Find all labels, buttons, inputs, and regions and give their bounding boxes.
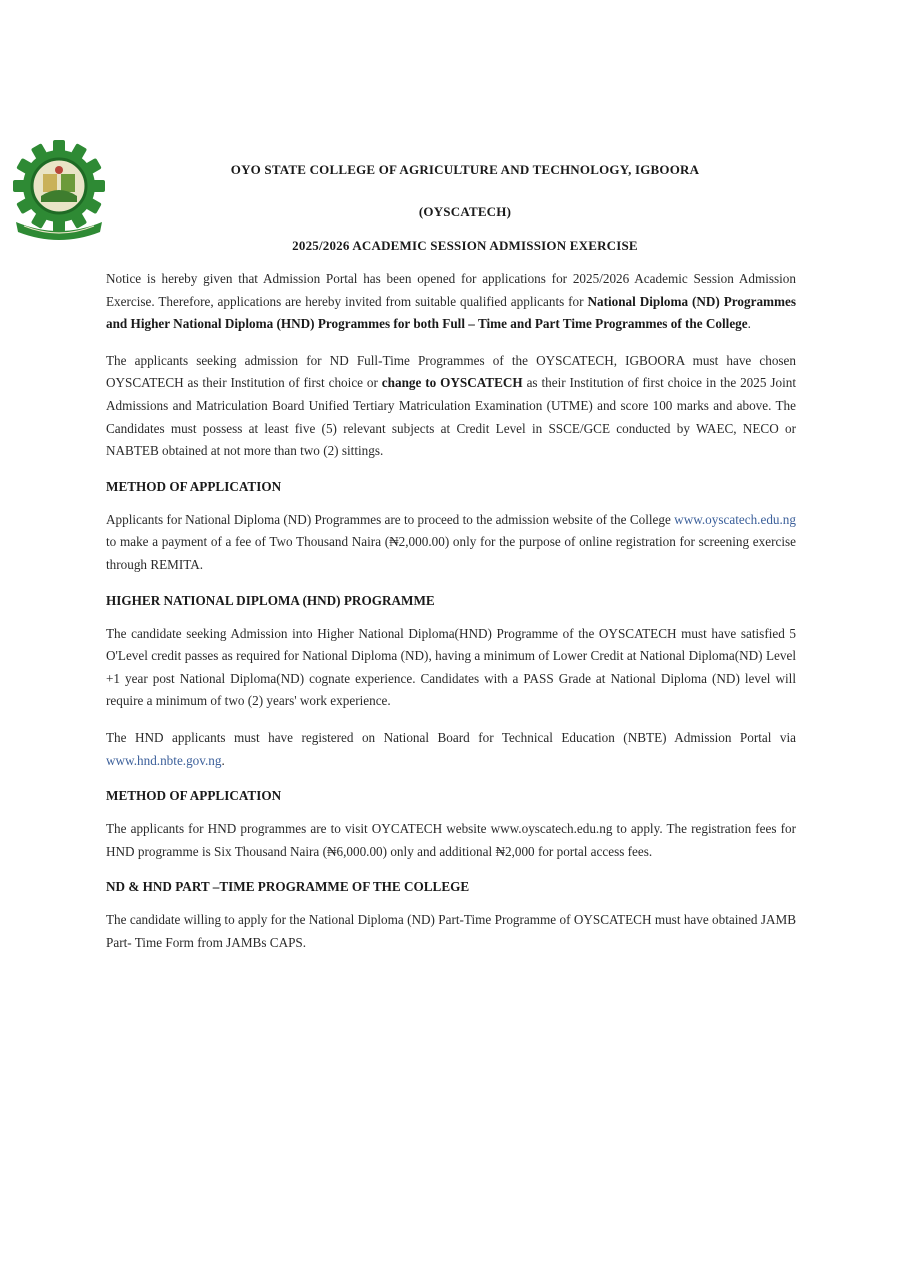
college-name-heading: OYO STATE COLLEGE OF AGRICULTURE AND TECHNOLOGY, IGBOORA [230,162,700,177]
nd-method-text: Applicants for National Diploma (ND) Programmes are to proceed to the admission website of the College [106,511,675,527]
hnd-method-paragraph: The applicants for HND programmes are to visit OYCATECH website www.oyscatech.edu.ng to apply. The registration fees for HND programme is Six Thousand Naira (₦6,000.00) only and additional ₦2,000 for portal access fees. [106,821,796,859]
nd-req-text-end: as their Institution of first choice in the 2025 Joint Admissions and Matriculation Board Unified Tertiary Matriculation Examination (UTME) and score 100 marks and above. The Candidates must possess at least five (5) relevant subjects at Credit Level in SSCE/GCE conducted by WAEC, NECO or NABTEB obtained at not more than two (2) sittings. [106,375,796,459]
hnd-reg-end: . [221,752,225,768]
college-logo-icon [12,136,106,240]
nd-method-heading: METHOD OF APPLICATION [106,478,282,494]
nbte-portal-link[interactable]: www.hnd.nbte.gov.ng [106,752,222,768]
nd-req-text: The applicants seeking admission for ND Full-Time Programmes of the OYSCATECH, IGBOORA must have chosen OYSCATECH as their Institution of first choice or [106,352,796,391]
nd-method-text-end: to make a payment of a fee of Two Thousand Naira (₦2,000.00) only for the purpose of online registration for screening exercise through REMITA. [106,534,796,572]
nd-requirements-paragraph [106,350,796,463]
hnd-method-heading: METHOD OF APPLICATION [106,788,282,804]
intro-paragraph [106,268,796,336]
part-time-paragraph: The candidate willing to apply for the National Diploma (ND) Part-Time Programme of OYSCATECH must have obtained JAMB Part- Time Form from JAMBs CAPS. [106,912,796,950]
nd-req-bold-text: change to OYSCATECH [381,375,523,391]
part-time-heading: ND & HND PART –TIME PROGRAMME OF THE COLLEGE [106,879,470,895]
college-website-link[interactable]: www.oyscatech.edu.ng [674,511,796,527]
session-title-heading: 2025/2026 ACADEMIC SESSION ADMISSION EXERCISE [292,238,638,253]
hnd-heading: HIGHER NATIONAL DIPLOMA (HND) PROGRAMME [106,592,435,608]
nd-method-paragraph [106,509,796,577]
hnd-registration-paragraph [106,727,796,772]
intro-bold-text: National Diploma (ND) Programmes and Higher National Diploma (HND) Programmes for both Full – Time and Part Time Programmes of the College [106,293,796,332]
hnd-reg-text: The HND applicants must have registered on National Board for Technical Education (NBTE) Admission Portal via [106,729,796,745]
college-acronym-heading: (OYSCATECH) [418,204,512,219]
document-body [106,268,796,968]
intro-end: . [747,316,751,332]
hnd-requirements-paragraph: The candidate seeking Admission into Higher National Diploma(HND) Programme of the OYSCATECH must have satisfied 5 O'Level credit passes as required for National Diploma (ND), having a minimum of Lower Credit at National Diploma(ND) Level +1 year post National Diploma(ND) cognate experience. Candidates with a PASS Grade at National Diploma (ND) level will require a minimum of two (2) years' work experience. [106,625,796,709]
intro-text: Notice is hereby given that Admission Portal has been opened for applications for 2025/2026 Academic Session Admission Exercise. Therefore, applications are hereby invited from suitable qualified applicants for [106,271,796,309]
